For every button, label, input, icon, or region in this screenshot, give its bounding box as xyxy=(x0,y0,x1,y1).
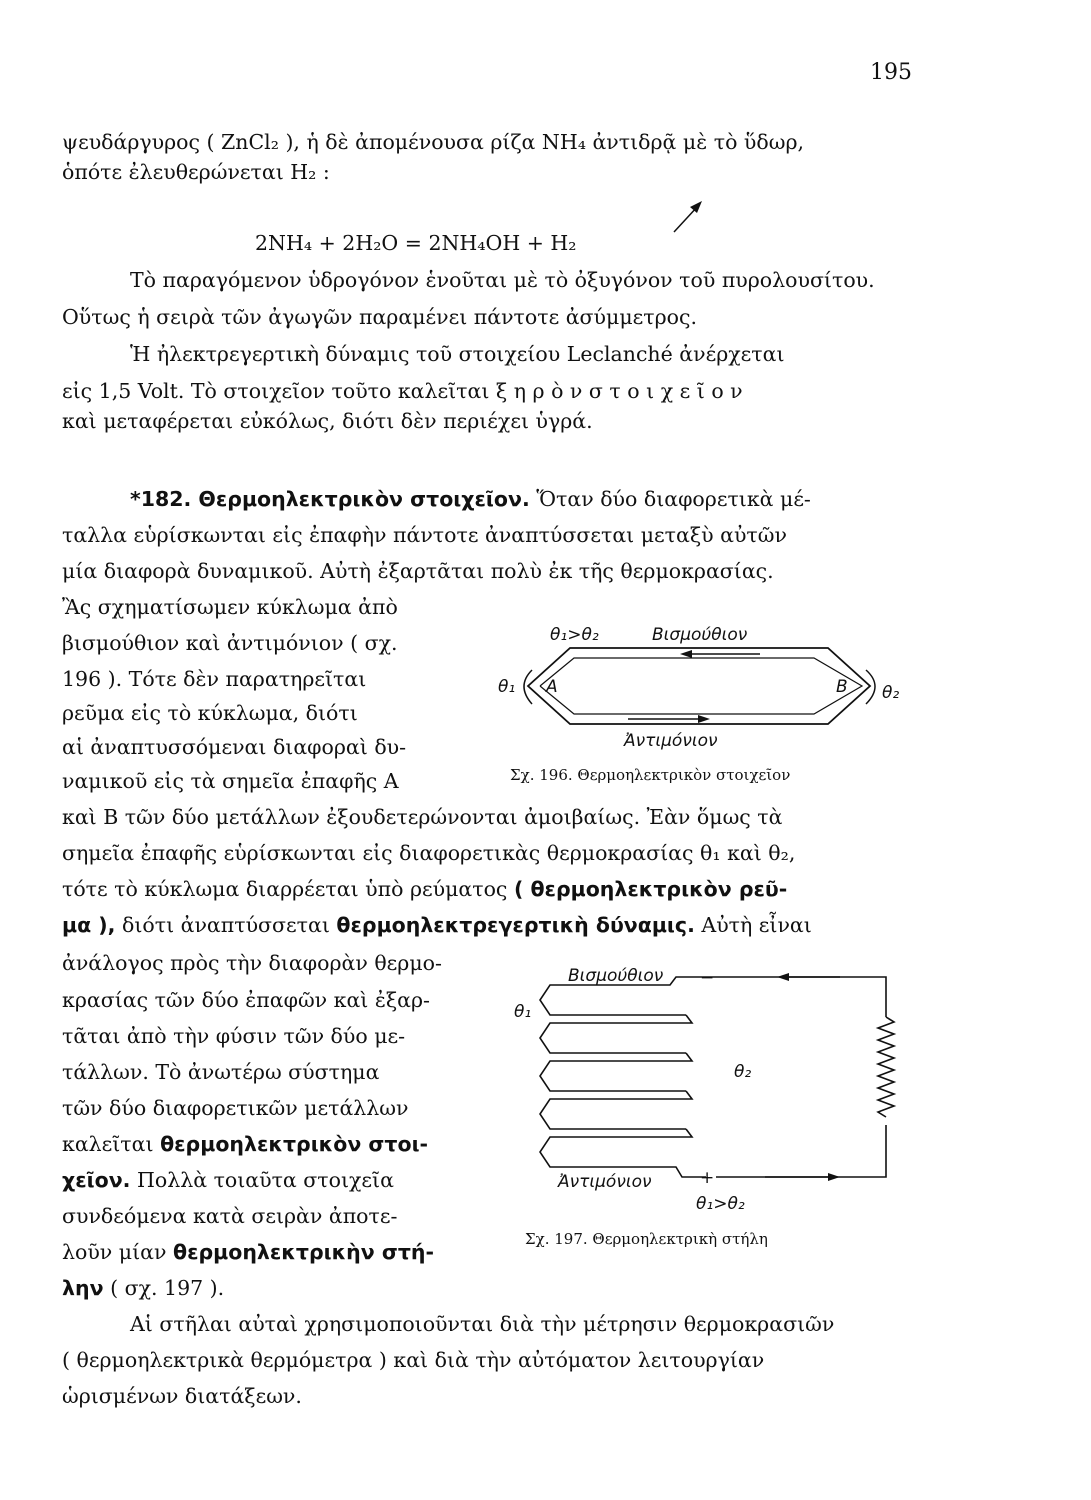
section-line: βισμούθιον καὶ ἀντιμόνιον ( σχ. xyxy=(62,631,398,655)
section-line: ναμικοῦ εἰς τὰ σημεῖα ἐπαφῆς A xyxy=(62,769,399,793)
para2-line-2: εἰς 1,5 Volt. Τὸ στοιχεῖον τοῦτο καλεῖται ξ η ρ ὸ ν σ τ ο ι χ ε ῖ ο ν xyxy=(62,379,743,403)
fig196-inner-outline xyxy=(540,658,862,714)
term-current-end: μα ), xyxy=(62,913,116,937)
section-line: 196 ). Τότε δὲν παρατηρεῖται xyxy=(62,667,367,691)
fig197-bottom-arrowhead-icon xyxy=(828,1173,840,1181)
fig197-mid-theta: θ₂ xyxy=(734,1062,752,1082)
fig197-minus-sign: − xyxy=(700,968,715,988)
chemical-equation: 2NH₄ + 2H₂O = 2NH₄OH + H₂ xyxy=(255,231,577,255)
section-line: τᾶται ἀπὸ τὴν φύσιν τῶν δύο με- xyxy=(62,1024,406,1048)
fig196-point-b: B xyxy=(836,677,848,697)
section-line: τάλλων. Τὸ ἀνωτέρω σύστημα xyxy=(62,1060,380,1084)
fig196-point-a: A xyxy=(546,677,558,697)
section-line: ρεῦμα εἰς τὸ κύκλωμα, διότι xyxy=(62,701,358,725)
term-thermopile: θερμοηλεκτρικὴν στή- xyxy=(172,1240,435,1264)
fig197-plus-sign: + xyxy=(700,1168,715,1188)
intro-line-1: ψευδάργυρος ( ZnCl₂ ), ἡ δὲ ἀπομένουσα ρίζα NH₄ ἀντιδρᾷ μὲ τὸ ὕδωρ, xyxy=(62,130,805,154)
section-line: ἀνάλογος πρὸς τὴν διαφορὰν θερμο- xyxy=(62,951,442,975)
section-line: κρασίας τῶν δύο ἐπαφῶν καὶ ἐξαρ- xyxy=(62,988,430,1012)
term-thermoelement-end: χεῖον. xyxy=(62,1168,131,1192)
text-span: λοῦν μίαν xyxy=(62,1240,167,1264)
fig196-circuit-outline xyxy=(528,648,870,724)
figure-197-caption: Σχ. 197. Θερμοηλεκτρικὴ στήλη xyxy=(525,1230,768,1248)
section-line: μία διαφορὰ δυναμικοῦ. Αὐτὴ ἐξαρτᾶται πολὺ ἐκ τῆς θερμοκρασίας. xyxy=(62,559,774,583)
fig197-top-arrowhead-icon xyxy=(777,973,789,981)
section-line: καὶ B τῶν δύο μετάλλων ἐξουδετερώνονται ἀμοιβαίως. Ἐὰν ὅμως τὰ xyxy=(62,805,783,829)
section-line-pile-2 xyxy=(62,1273,912,1303)
fig196-condition: θ₁>θ₂ xyxy=(550,625,599,645)
gas-release-arrow-icon xyxy=(668,196,708,236)
term-current: ( θερμοηλεκτρικὸν ρεῦ- xyxy=(513,877,788,901)
text-span: Πολλὰ τοιαῦτα στοιχεῖα xyxy=(137,1168,394,1192)
intro-line-2: ὁπότε ἐλευθερώνεται H₂ : xyxy=(62,160,330,184)
closing-line-2: ( θερμοηλεκτρικὰ θερμόμετρα ) καὶ διὰ τὴν αὐτόματον λειτουργίαν xyxy=(62,1348,765,1372)
fig197-thermopile-chain xyxy=(540,977,894,1177)
para1-line-1: Τὸ παραγόμενον ὑδρογόνον ἑνοῦται μὲ τὸ ὀξυγόνον τοῦ πυρολουσίτου. xyxy=(130,268,875,292)
figure-197-diagram xyxy=(510,955,910,1220)
fig196-left-theta: θ₁ xyxy=(498,677,516,697)
fig197-condition: θ₁>θ₂ xyxy=(696,1194,745,1214)
section-first-line xyxy=(130,484,980,514)
fig196-bottom-arrowhead-icon xyxy=(698,715,710,723)
section-line: ταλλα εὑρίσκωνται εἰς ἐπαφὴν πάντοτε ἀναπτύσσεται μεταξὺ αὐτῶν xyxy=(62,523,787,547)
para1-line-2: Οὕτως ἡ σειρὰ τῶν ἀγωγῶν παραμένει πάντοτε ἀσύμμετρος. xyxy=(62,305,698,329)
fig196-right-theta: θ₂ xyxy=(882,683,900,703)
section-line: αἱ ἀναπτυσσόμεναι διαφοραὶ δυ- xyxy=(62,735,407,759)
section-line: τῶν δύο διαφορετικῶν μετάλλων xyxy=(62,1096,409,1120)
text-span: διότι ἀναπτύσσεται xyxy=(122,913,330,937)
fig196-top-arrowhead-icon xyxy=(680,650,692,658)
term-thermoelement: θερμοηλεκτρικὸν στοι- xyxy=(160,1132,429,1156)
text-span: Αὐτὴ εἶναι xyxy=(701,913,812,937)
section-line-rest: Ὅταν δύο διαφορετικὰ μέ- xyxy=(536,487,811,511)
section-line-pile xyxy=(62,1237,912,1267)
figure-196-diagram xyxy=(470,608,910,768)
text-span: τότε τὸ κύκλωμα διαρρέεται ὑπὸ ρεύματος xyxy=(62,877,508,901)
closing-line-1: Αἱ στῆλαι αὐταὶ χρησιμοποιοῦνται διὰ τὴν μέτρησιν θερμοκρασιῶν xyxy=(130,1312,835,1336)
section-line-current xyxy=(62,874,912,904)
section-line: Ἂς σχηματίσωμεν κύκλωμα ἀπὸ xyxy=(62,595,398,619)
closing-line-3: ὡρισμένων διατάξεων. xyxy=(62,1384,302,1408)
text-span: ( σχ. 197 ). xyxy=(110,1276,225,1300)
section-line: συνδεόμενα κατὰ σειρὰν ἀποτε- xyxy=(62,1204,398,1228)
fig197-top-label: Βισμούθιον xyxy=(568,966,664,986)
para2-line-1: Ἡ ἠλεκτρεγερτικὴ δύναμις τοῦ στοιχείου Leclanché ἀνέρχεται xyxy=(130,342,785,366)
fig196-top-label: Βισμούθιον xyxy=(652,625,748,645)
figure-196-caption: Σχ. 196. Θερμοηλεκτρικὸν στοιχεῖον xyxy=(510,766,791,784)
para2-line-3: καὶ μεταφέρεται εὐκόλως, διότι δὲν περιέχει ὑγρά. xyxy=(62,409,593,433)
fig196-bottom-label: Ἀντιμόνιον xyxy=(624,731,718,751)
term-emf: θερμοηλεκτρεγερτικὴ δύναμις. xyxy=(336,913,695,937)
fig197-bottom-label: Ἀντιμόνιον xyxy=(558,1172,652,1192)
fig196-right-arc xyxy=(866,670,875,704)
section-line: σημεῖα ἐπαφῆς εὑρίσκωνται εἰς διαφορετικὰς θερμοκρασίας θ₁ καὶ θ₂, xyxy=(62,841,796,865)
term-thermopile-end: λην xyxy=(62,1276,104,1300)
section-line-current-2 xyxy=(62,910,912,940)
fig197-left-theta: θ₁ xyxy=(514,1002,532,1022)
page-number: 195 xyxy=(870,60,912,85)
text-span: καλεῖται xyxy=(62,1132,154,1156)
section-heading: *182. Θερμοηλεκτρικὸν στοιχεῖον. xyxy=(130,487,530,511)
